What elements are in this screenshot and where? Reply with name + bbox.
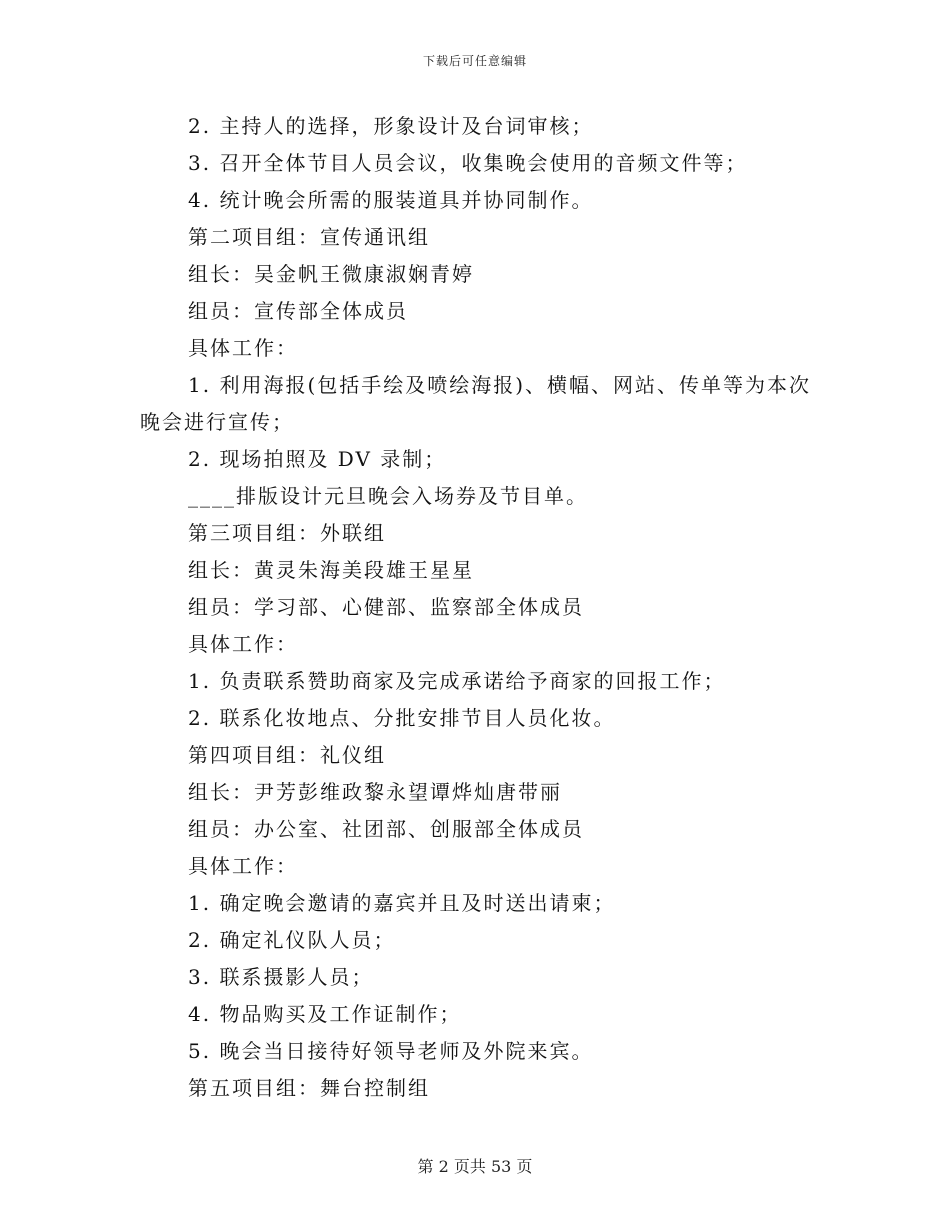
text-line: 4. 物品购买及工作证制作； — [188, 1002, 462, 1026]
text-line: 组员：学习部、心健部、监察部全体成员 — [188, 595, 584, 619]
text-line: 组员：办公室、社团部、创服部全体成员 — [188, 817, 584, 841]
text-line: 2. 主持人的选择，形象设计及台词审核； — [188, 114, 594, 138]
text-line: 组长：吴金帆王微康淑娴青婷 — [188, 262, 474, 286]
text-line: 晚会进行宣传； — [140, 410, 294, 434]
text-line: 2. 确定礼仪队人员； — [188, 928, 396, 952]
text-line: 具体工作： — [188, 632, 298, 656]
text-line: 具体工作： — [188, 854, 298, 878]
text-line: 3. 联系摄影人员； — [188, 965, 374, 989]
page-footer: 第 2 页共 53 页 — [417, 1157, 533, 1176]
text-line: 4. 统计晚会所需的服装道具并协同制作。 — [188, 188, 594, 212]
text-line: 组长：黄灵朱海美段雄王星星 — [188, 558, 474, 582]
text-line: 组员：宣传部全体成员 — [188, 299, 408, 323]
text-line: 1. 利用海报(包括手绘及喷绘海报)、横幅、网站、传单等为本次 — [188, 373, 812, 397]
text-line: 3. 召开全体节目人员会议，收集晚会使用的音频文件等； — [188, 151, 748, 175]
section-heading: 第二项目组：宣传通讯组 — [188, 225, 430, 249]
text-line: 2. 现场拍照及 DV 录制； — [188, 447, 447, 471]
text-line: ____排版设计元旦晚会入场券及节目单。 — [188, 484, 588, 508]
text-line: 1. 负责联系赞助商家及完成承诺给予商家的回报工作； — [188, 669, 726, 693]
text-line: 具体工作： — [188, 336, 298, 360]
text-line: 组长：尹芳彭维政黎永望谭烨灿唐带丽 — [188, 780, 562, 804]
page-header: 下载后可任意编辑 — [422, 54, 527, 68]
document-body — [140, 108, 810, 1107]
section-heading: 第三项目组：外联组 — [188, 521, 386, 545]
section-heading: 第四项目组：礼仪组 — [188, 743, 386, 767]
text-line: 5. 晚会当日接待好领导老师及外院来宾。 — [188, 1039, 594, 1063]
text-line: 1. 确定晚会邀请的嘉宾并且及时送出请柬； — [188, 891, 616, 915]
section-heading: 第五项目组：舞台控制组 — [188, 1076, 430, 1100]
text-line: 2. 联系化妆地点、分批安排节目人员化妆。 — [188, 706, 616, 730]
